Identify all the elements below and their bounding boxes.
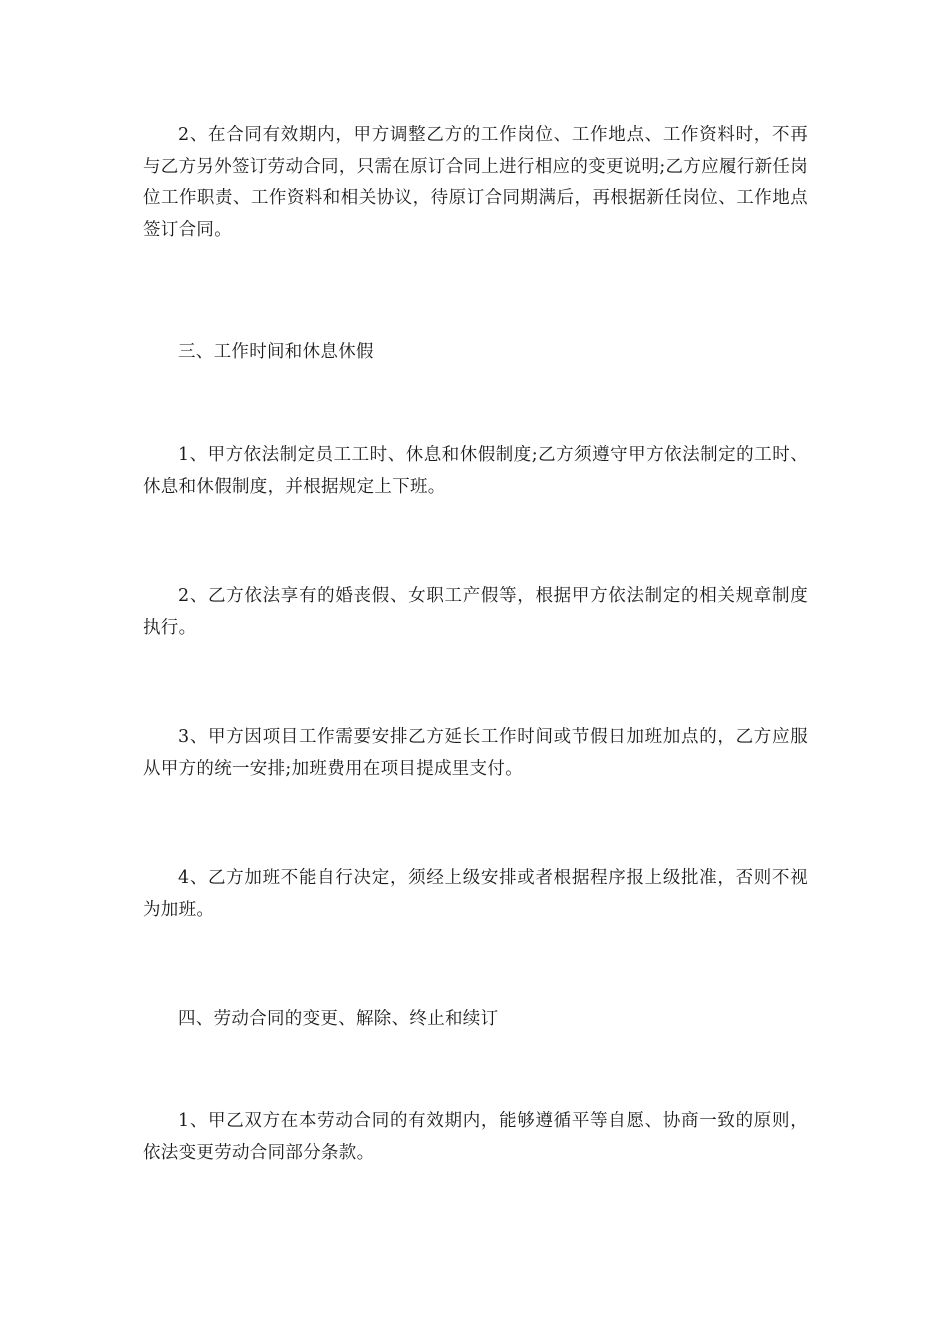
clause-3-overtime: 3、甲方因项目工作需要安排乙方延长工作时间或节假日加班加点的，乙方应服从甲方的统一安排;加班费用在项目提成里支付。 (143, 727, 808, 779)
clause-4-overtime-approval: 4、乙方加班不能自行决定，须经上级安排或者根据程序报上级批准，否则不视为加班。 (143, 868, 808, 920)
clause-1-contract-change: 1、甲乙双方在本劳动合同的有效期内，能够遵循平等自愿、协商一致的原则，依法变更劳动合同部分条款。 (143, 1111, 808, 1163)
clause-2-leave: 2、乙方依法享有的婚丧假、女职工产假等，根据甲方依法制定的相关规章制度执行。 (143, 586, 808, 638)
section-3-heading: 三、工作时间和休息休假 (178, 342, 374, 362)
clause-1-work-hours: 1、甲方依法制定员工工时、休息和休假制度;乙方须遵守甲方依法制定的工时、休息和休假制度，并根据规定上下班。 (143, 445, 808, 497)
section-4-heading: 四、劳动合同的变更、解除、终止和续订 (178, 1009, 499, 1029)
clause-2-job-change: 2、在合同有效期内，甲方调整乙方的工作岗位、工作地点、工作资料时，不再与乙方另外签订劳动合同，只需在原订合同上进行相应的变更说明;乙方应履行新任岗位工作职责、工作资料和相关协议，待原订合同期满后，再根据新任岗位、工作地点签订合同。 (143, 125, 808, 240)
